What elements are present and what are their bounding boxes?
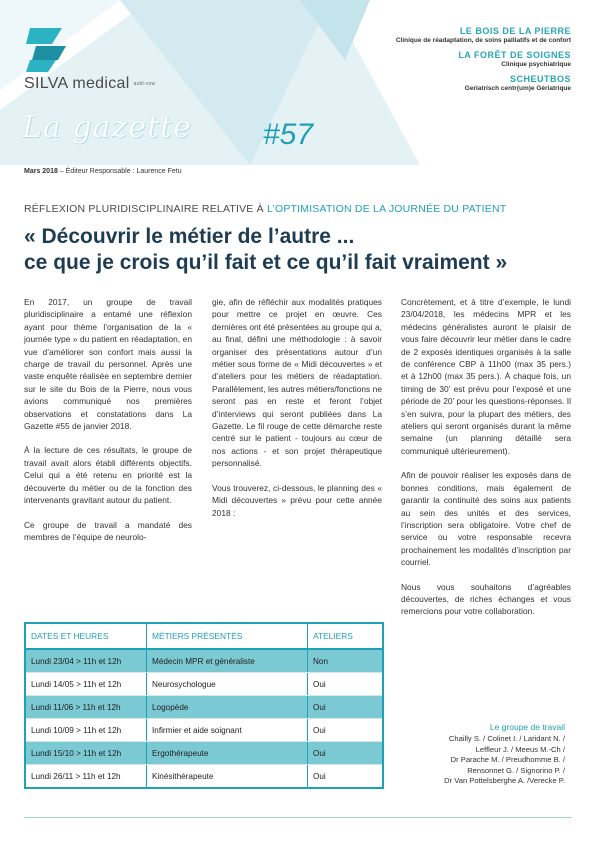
table-row [25,696,383,719]
cell-date: Lundi 14/05 > 11h et 12h [25,673,147,696]
article-kicker: RÉFLEXION PLURIDISCIPLINAIRE RELATIVE À L’OPTIMISATION DE LA JOURNÉE DU PATIENT [24,203,507,215]
cell-metier: Infirmier et aide soignant [147,719,308,742]
issue-number: #57 [263,118,314,151]
gazette-title: La gazette [22,110,192,145]
article-column-2: gie, afin de réfléchir aux modalités pratiques pour mettre ce projet en œuvre. Ces dernières ont été présentées au groupe qui a, au final, défini une méthodologie : à savoir organiser des présentations autour d’un métier sous forme de « Midi découvertes » et d’ateliers pour les métiers de réadaptation. Parallèlement, les autres métiers/fonctions ne seront pas en reste et feront l’objet d’interviews qui seront publiées dans La Gazette. Le fil rouge de cette démarche reste centré sur le patient - toujours au cœur de nos actions - et son projet thérapeutique personnalisé. Vous trouverez, ci-dessous, le planning des « Midi découvertes » prévu pour cette année 2018 : [212,297,382,518]
table-row [25,649,383,673]
cell-metier: Kinésithérapeute [147,765,308,789]
cell-date: Lundi 10/09 > 11h et 12h [25,719,147,742]
column-header-dates: DATES ET HEURES [25,623,147,649]
cell-metier: Ergothérapeute [147,742,308,765]
cell-date: Lundi 23/04 > 11h et 12h [25,649,147,673]
silva-logo-icon [22,24,72,74]
footer-divider [24,817,572,818]
cell-date: Lundi 26/11 > 11h et 12h [25,765,147,789]
cell-atelier: Non [308,649,384,673]
institution-bois-de-la-pierre: LE BOIS DE LA PIERRE Clinique de réadaptation, de soins palliatifs et de confort [395,26,571,44]
table-row [25,673,383,696]
cell-atelier: Oui [308,673,384,696]
brand-name: SILVA medical asbl-vzw [24,75,156,92]
cell-atelier: Oui [308,742,384,765]
institution-scheutbos: SCHEUTBOS Geriatrisch centr(um)e Gériatrique [464,74,571,92]
article-column-3: Concrètement, et à titre d’exemple, le lundi 23/04/2018, les médecins MPR et les médecins généralistes auront le plaisir de vous faire découvrir leur métier dans le cadre de 2 exposés identiques organisés à la salle de conférence CBP à 11h00 (max 35 pers.) et à 12h00 (max 35 pers.). À chaque fois, un timing de 30’ est prévu pour l’exposé et une période de 20’ pour les questions-réponses. Il s’en suivra, pour la plupart des métiers, des ateliers qui seront organisés durant la même semaine (un planning détaillé sera communiqué ultérieurement). Afin de pouvoir réaliser les exposés dans de bonnes conditions, mais également de garantir la continuité des soins aux patients au sein des unités et des services, l’inscription sera obligatoire. Votre chef de service ou votre responsable recevra prochainement les modalités d’inscription par courriel. Nous vous souhaitons d’agréables découvertes, de riches échanges et vous remercions pour votre collaboration. [401,297,571,617]
cell-metier: Neurosychologue [147,673,308,696]
column-header-metiers: MÉTIERS PRÉSENTÉS [147,623,308,649]
cell-atelier: Oui [308,765,384,789]
cell-metier: Logopède [147,696,308,719]
publication-meta: Mars 2018 – Éditeur Responsable : Laurence Fetu [24,168,182,175]
institution-foret-de-soignes: LA FORÊT DE SOIGNES Clinique psychiatrique [458,50,571,68]
cell-atelier: Oui [308,696,384,719]
midi-decouvertes-schedule-table [24,622,384,789]
cell-date: Lundi 15/10 > 11h et 12h [25,742,147,765]
table-row [25,765,383,789]
article-title: « Découvrir le métier de l’autre ... ce que je crois qu’il fait et ce qu’il fait vraiment » [24,225,508,274]
cell-date: Lundi 11/06 > 11h et 12h [25,696,147,719]
table-row [25,719,383,742]
cell-atelier: Oui [308,719,384,742]
article-column-1: En 2017, un groupe de travail pluridisciplinaire a entamé une réflexion ayant pour thème l’organisation de la « journée type » du patient en réadaptation, en vue d’améliorer son confort mais aussi la charge de travail du personnel. Après une vaste enquête réalisée en septembre dernier sur le site du Bois de la Pierre, nous vous avions communiqué nos premières observations et constatations dans La Gazette #55 de janvier 2018. À la lecture de ces résultats, le groupe de travail avait alors établi différents objectifs. Celui qui a été retenu en priorité est la découverte du métier ou de la fonction des intervenants gravitant autour du patient. Ce groupe de travail a mandaté des membres de l’équipe de neurolo- [24,297,192,542]
column-header-ateliers: ATELIERS [308,623,384,649]
working-group-signature: Le groupe de travail Chailly S. / Colinet I. / Laridant N. / Leffleur J. / Meeus M.-Ch / Dr Parache M. / Preudhomme B. / Rensonnet G. / Signorino P. / Dr Van Pottelsberghe A. /Verecke P. [444,722,565,786]
table-row [25,742,383,765]
cell-metier: Médecin MPR et généraliste [147,649,308,673]
